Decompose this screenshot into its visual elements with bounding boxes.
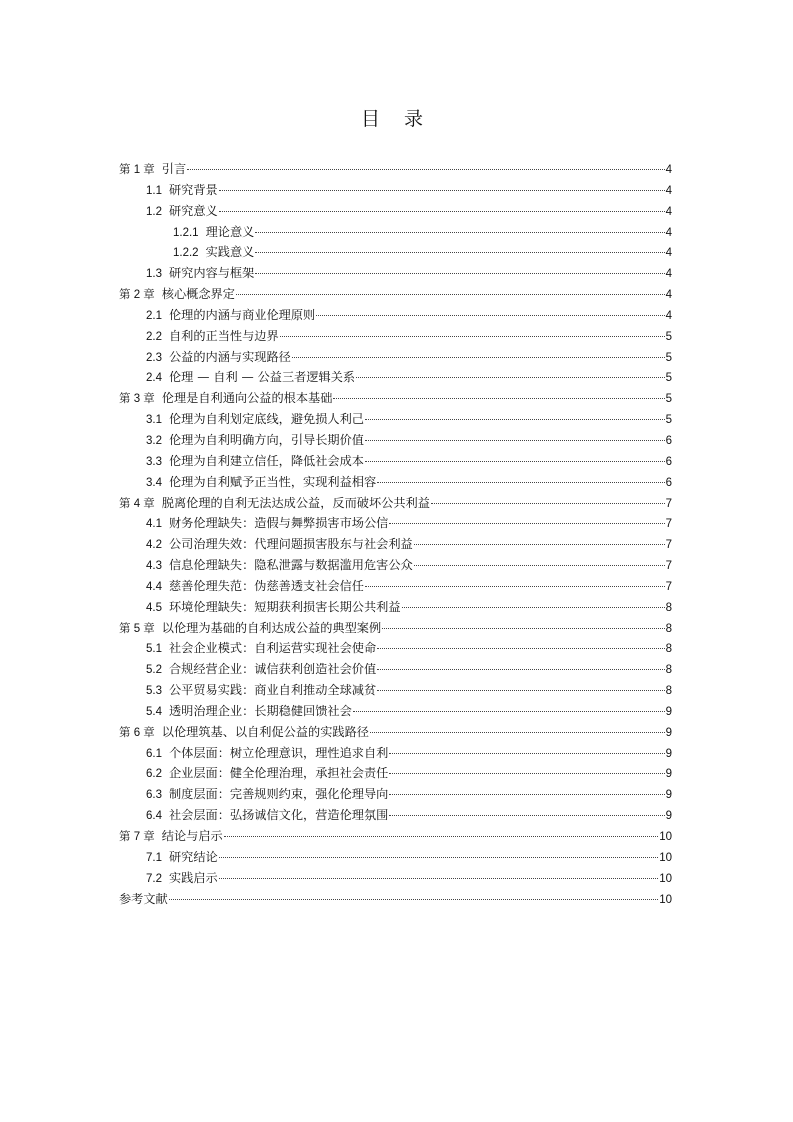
toc-entry[interactable] (119, 784, 672, 805)
toc-entry-title: 研究背景 (169, 182, 218, 197)
toc-entry-page-number: 10 (659, 872, 672, 885)
toc-dot-leader (389, 794, 664, 795)
toc-dot-leader (365, 461, 665, 462)
toc-entry-page-number: 8 (665, 685, 672, 698)
toc-entry-page-number: 9 (665, 768, 672, 781)
toc-entry[interactable] (119, 180, 672, 201)
toc-entry-title: 研究结论 (169, 849, 218, 864)
toc-entry-page-number: 4 (665, 184, 672, 197)
toc-dot-leader (219, 857, 658, 858)
toc-dot-leader (224, 836, 658, 837)
toc-entry[interactable] (119, 763, 672, 784)
toc-list (119, 159, 672, 909)
toc-entry-title: 制度层面：完善规则约束，强化伦理导向 (169, 787, 389, 802)
toc-dot-leader (377, 669, 664, 670)
toc-entry[interactable] (119, 430, 672, 451)
toc-entry-number: 1.2 (146, 205, 162, 218)
toc-entry-number: 4.5 (146, 601, 162, 614)
toc-entry-title: 社会企业模式：自利运营实现社会使命 (169, 641, 377, 656)
toc-entry-number: 4.4 (146, 580, 162, 593)
toc-dot-leader (389, 753, 664, 754)
toc-entry-title: 以伦理筑基、以自利促公益的实践路径 (161, 724, 369, 739)
toc-dot-leader (414, 565, 665, 566)
toc-entry-page-number: 8 (665, 622, 672, 635)
toc-entry-title: 结论与启示 (161, 829, 223, 843)
toc-entry-page-number: 4 (665, 309, 672, 322)
toc-title: 目 录 (360, 108, 433, 130)
toc-entry-page-number: 4 (665, 247, 672, 260)
toc-entry[interactable] (119, 263, 672, 284)
toc-entry[interactable] (119, 305, 672, 326)
toc-dot-leader (377, 482, 664, 483)
toc-entry-title: 研究意义 (169, 203, 218, 218)
toc-entry-number: 3.1 (146, 414, 162, 427)
toc-entry-number: 6.3 (146, 789, 162, 802)
toc-dot-leader (169, 899, 658, 900)
toc-dot-leader (365, 419, 665, 420)
toc-entry-page-number: 5 (665, 414, 672, 427)
toc-entry-number: 1.1 (146, 184, 162, 197)
toc-entry[interactable] (119, 409, 672, 430)
toc-entry-page-number: 7 (665, 518, 672, 531)
toc-entry-number: 2.2 (146, 330, 162, 343)
toc-entry-number: 2.1 (146, 309, 162, 322)
toc-entry-title: 财务伦理缺失：造假与舞弊损害市场公信 (169, 516, 389, 531)
toc-entry-page-number: 6 (665, 455, 672, 468)
toc-entry-number: 6.1 (146, 747, 162, 760)
toc-entry[interactable] (119, 513, 672, 534)
toc-entry-number: 第 7 章 (119, 831, 155, 843)
toc-dot-leader (370, 732, 665, 733)
toc-entry-page-number: 10 (659, 851, 672, 864)
toc-entry-number: 7.2 (146, 872, 162, 885)
toc-dot-leader (365, 586, 665, 587)
toc-dot-leader (389, 815, 664, 816)
toc-entry-number: 5.2 (146, 664, 162, 677)
toc-dot-leader (236, 294, 665, 295)
toc-entry-page-number: 9 (665, 789, 672, 802)
toc-entry-page-number: 7 (665, 560, 672, 573)
toc-entry[interactable] (119, 388, 672, 409)
toc-dot-leader (255, 232, 664, 233)
toc-entry[interactable] (119, 638, 672, 659)
toc-entry-page-number: 6 (665, 434, 672, 447)
toc-dot-leader (219, 211, 665, 212)
toc-entry[interactable] (119, 889, 672, 910)
toc-entry[interactable] (119, 597, 672, 618)
toc-dot-leader (219, 190, 665, 191)
toc-entry-title: 伦理的内涵与商业伦理原则 (169, 307, 316, 322)
toc-dot-leader (377, 690, 664, 691)
toc-entry[interactable] (119, 826, 672, 847)
toc-entry[interactable] (119, 451, 672, 472)
toc-entry-title: 透明治理企业：长期稳健回馈社会 (169, 703, 352, 718)
toc-entry-title: 伦理为自利建立信任，降低社会成本 (169, 453, 364, 468)
toc-entry[interactable] (119, 326, 672, 347)
toc-entry-page-number: 9 (665, 726, 672, 739)
toc-dot-leader (255, 252, 664, 253)
toc-entry[interactable] (119, 555, 672, 576)
toc-entry[interactable] (119, 347, 672, 368)
toc-entry-number: 2.3 (146, 351, 162, 364)
toc-entry-number: 6.2 (146, 768, 162, 781)
toc-entry-title: 实践启示 (169, 870, 218, 885)
toc-dot-leader (402, 607, 665, 608)
toc-entry-title: 研究内容与框架 (169, 266, 255, 281)
toc-entry-title: 慈善伦理失范：伪慈善透支社会信任 (169, 578, 364, 593)
toc-entry-number: 2.4 (146, 372, 162, 385)
toc-dot-leader (333, 398, 664, 399)
toc-entry-page-number: 5 (665, 372, 672, 385)
toc-dot-leader (356, 377, 664, 378)
toc-entry-page-number: 7 (665, 497, 672, 510)
toc-entry-title: 伦理是自利通向公益的根本基础 (161, 391, 333, 406)
toc-entry-number: 7.1 (146, 851, 162, 864)
toc-dot-leader (316, 315, 664, 316)
toc-entry[interactable] (119, 534, 672, 555)
toc-entry-page-number: 7 (665, 580, 672, 593)
toc-entry-title: 个体层面：树立伦理意识，理性追求自利 (169, 745, 389, 760)
toc-entry-number: 第 5 章 (119, 622, 155, 635)
toc-entry-title: 自利的正当性与边界 (169, 328, 279, 343)
toc-entry[interactable] (119, 201, 672, 222)
toc-entry-page-number: 9 (665, 705, 672, 718)
toc-dot-leader (431, 503, 665, 504)
toc-dot-leader (382, 628, 664, 629)
toc-dot-leader (255, 273, 664, 274)
toc-entry-title: 伦理为自利赋予正当性，实现利益相容 (169, 474, 377, 489)
toc-dot-leader (377, 648, 664, 649)
toc-entry-title: 环境伦理缺失：短期获利损害长期公共利益 (169, 599, 401, 614)
toc-entry-number: 3.3 (146, 455, 162, 468)
toc-entry[interactable] (119, 618, 672, 639)
toc-entry-title: 公司治理失效：代理问题损害股东与社会利益 (169, 537, 413, 552)
toc-entry[interactable] (119, 847, 672, 868)
toc-entry-page-number: 4 (665, 268, 672, 281)
toc-entry[interactable] (119, 367, 672, 388)
toc-entry-page-number: 5 (665, 330, 672, 343)
toc-entry[interactable] (119, 576, 672, 597)
toc-entry-number: 3.2 (146, 434, 162, 447)
toc-entry-page-number: 9 (665, 810, 672, 823)
toc-entry-number: 第 6 章 (119, 726, 155, 739)
toc-entry-title: 伦理为自利划定底线，避免损人利己 (169, 412, 364, 427)
toc-entry-number: 5.3 (146, 685, 162, 698)
toc-entry-number: 1.2.2 (173, 247, 199, 260)
toc-entry-number: 5.1 (146, 643, 162, 656)
toc-entry-number: 4.3 (146, 560, 162, 573)
toc-entry-title: 核心概念界定 (161, 287, 235, 302)
toc-entry-title: 参考文献 (119, 891, 168, 906)
toc-dot-leader (389, 773, 664, 774)
toc-entry[interactable] (119, 743, 672, 764)
toc-entry-number: 4.1 (146, 518, 162, 531)
toc-entry-page-number: 10 (659, 831, 672, 843)
toc-dot-leader (187, 169, 664, 170)
toc-entry-number: 1.3 (146, 268, 162, 281)
toc-entry-number: 第 1 章 (119, 164, 155, 176)
toc-entry[interactable] (119, 493, 672, 514)
toc-entry[interactable] (119, 805, 672, 826)
toc-dot-leader (219, 878, 658, 879)
toc-entry-title: 公平贸易实践：商业自利推动全球减贫 (169, 683, 377, 698)
toc-entry-number: 1.2.1 (173, 226, 199, 239)
toc-entry-title: 以伦理为基础的自利达成公益的典型案例 (161, 620, 382, 635)
toc-entry[interactable] (119, 284, 672, 305)
toc-entry-title: 企业层面：健全伦理治理，承担社会责任 (169, 766, 389, 781)
toc-entry-title: 公益的内涵与实现路径 (169, 349, 291, 364)
toc-entry[interactable] (119, 868, 672, 889)
toc-dot-leader (365, 440, 665, 441)
toc-entry-title: 社会层面：弘扬诚信文化，营造伦理氛围 (169, 808, 389, 823)
toc-entry-page-number: 10 (659, 893, 672, 906)
toc-entry-title: 脱离伦理的自利无法达成公益，反而破坏公共利益 (161, 495, 430, 510)
toc-entry[interactable] (119, 659, 672, 680)
toc-entry[interactable] (119, 159, 672, 180)
toc-dot-leader (353, 711, 665, 712)
toc-dot-leader (292, 357, 665, 358)
toc-entry[interactable] (119, 242, 672, 263)
toc-entry-title: 引言 (161, 162, 187, 176)
toc-entry-title: 理论意义 (205, 224, 255, 239)
toc-entry-number: 第 4 章 (119, 497, 155, 510)
toc-entry-page-number: 8 (665, 643, 672, 656)
toc-entry-page-number: 8 (665, 664, 672, 677)
toc-entry[interactable] (119, 680, 672, 701)
toc-entry-title: 合规经营企业：诚信获利创造社会价值 (169, 662, 377, 677)
toc-entry-number: 3.4 (146, 476, 162, 489)
toc-entry-page-number: 4 (665, 164, 672, 176)
toc-entry-title: 伦理 — 自利 — 公益三者逻辑关系 (169, 370, 356, 385)
toc-entry-number: 5.4 (146, 705, 162, 718)
toc-entry-title: 伦理为自利明确方向，引导长期价值 (169, 432, 364, 447)
toc-entry[interactable] (119, 222, 672, 243)
toc-entry[interactable] (119, 722, 672, 743)
toc-entry-title: 实践意义 (205, 245, 255, 260)
toc-dot-leader (389, 523, 664, 524)
toc-entry-page-number: 5 (665, 393, 672, 406)
toc-entry-page-number: 5 (665, 351, 672, 364)
toc-entry[interactable] (119, 701, 672, 722)
toc-dot-leader (414, 544, 665, 545)
toc-entry-page-number: 6 (665, 476, 672, 489)
toc-entry-title: 信息伦理缺失：隐私泄露与数据滥用危害公众 (169, 558, 413, 573)
toc-entry-number: 第 3 章 (119, 393, 155, 406)
toc-dot-leader (280, 336, 665, 337)
toc-entry-page-number: 7 (665, 539, 672, 552)
toc-entry-number: 4.2 (146, 539, 162, 552)
toc-entry-page-number: 9 (665, 747, 672, 760)
toc-entry-page-number: 4 (665, 205, 672, 218)
toc-entry-page-number: 8 (665, 601, 672, 614)
toc-entry-number: 6.4 (146, 810, 162, 823)
toc-entry-page-number: 4 (665, 226, 672, 239)
toc-entry-number: 第 2 章 (119, 289, 155, 302)
toc-entry-page-number: 4 (665, 289, 672, 302)
toc-entry[interactable] (119, 472, 672, 493)
